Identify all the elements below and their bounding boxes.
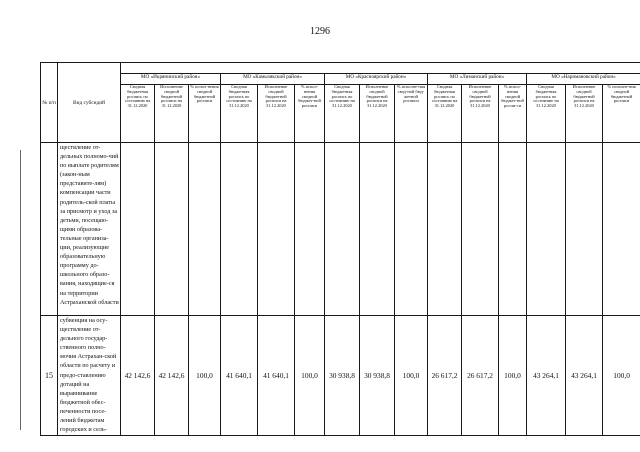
- value-cell: 100,0: [395, 316, 428, 436]
- col-subsidy-type-header: Вид субсидий: [58, 63, 121, 143]
- value-cell: [221, 143, 258, 316]
- value-cell: 43 264,1: [527, 316, 566, 436]
- subsidy-description: ществление от-дельных полномо-чий по выплате родителям (закон-ным представите-лям) компенсации части родитель-ской платы за присмотр и уход за детьми, посещаю-щими образова-тельные организа-ции, реализующие образовательную программу до-школьного образо-вания, находящие-ся на территории Астраханской области: [58, 143, 121, 316]
- col-budget-plan-header: Сводная бюджетная роспись по состоянию на 31.12.2020: [221, 85, 258, 143]
- value-cell: [566, 143, 603, 316]
- value-cell: [360, 143, 395, 316]
- col-percent-header: % испол-нения сводной бюджетной росписи: [189, 85, 221, 143]
- value-cell: 42 142,6: [155, 316, 189, 436]
- value-cell: 30 938,8: [325, 316, 360, 436]
- value-cell: 100,0: [499, 316, 527, 436]
- value-cell: 26 617,2: [428, 316, 462, 436]
- table-row: [41, 143, 640, 316]
- subsidy-table: [40, 62, 640, 436]
- value-cell: 41 640,1: [221, 316, 258, 436]
- value-cell: [499, 143, 527, 316]
- value-cell: 100,0: [189, 316, 221, 436]
- value-cell: 41 640,1: [258, 316, 295, 436]
- binding-margin-line: [20, 150, 21, 430]
- value-cell: [258, 143, 295, 316]
- municipality-header: МО «Наримановский район»: [527, 74, 640, 85]
- municipality-header-row: [41, 74, 640, 85]
- header-top-row: [41, 63, 640, 74]
- col-execution-header: Исполнение сводной бюджетной росписи на 31.12.2020: [566, 85, 603, 143]
- header-spacer: [121, 63, 640, 74]
- col-percent-header: % испол-нения сводной бюджет-ной роспи-си: [499, 85, 527, 143]
- value-cell: 42 142,6: [121, 316, 155, 436]
- value-cell: [428, 143, 462, 316]
- value-cell: 30 938,8: [360, 316, 395, 436]
- row-number-cell: [41, 143, 58, 316]
- municipality-header: МО «Красноярский район»: [325, 74, 428, 85]
- value-cell: 26 617,2: [462, 316, 499, 436]
- col-execution-header: Исполнение сводной бюджетной росписи на 31.12.2020: [462, 85, 499, 143]
- value-cell: [295, 143, 325, 316]
- col-budget-plan-header: Сводная бюджетная роспись по состоянию на 31.12.2020: [325, 85, 360, 143]
- col-number-header: № п/п: [41, 63, 58, 143]
- col-budget-plan-header: Сводная бюджетная роспись по состоянию на 31.12.2020: [428, 85, 462, 143]
- page-number: 1296: [310, 26, 330, 37]
- value-cell: [395, 143, 428, 316]
- municipality-header: МО «Икрянинский район»: [121, 74, 221, 85]
- col-percent-header: % исполне-ния сводной бюджетной росписи: [603, 85, 640, 143]
- value-cell: [462, 143, 499, 316]
- col-budget-plan-header: Сводная бюджетная роспись по состоянию на 31.12.2020: [121, 85, 155, 143]
- value-cell: 43 264,1: [566, 316, 603, 436]
- col-percent-header: % исполне-ния свод-ной бюд-жетной росписи: [395, 85, 428, 143]
- value-cell: [325, 143, 360, 316]
- row-number-cell: 15: [41, 316, 58, 436]
- col-execution-header: Исполнение сводной бюджетной росписи на 31.12.2020: [155, 85, 189, 143]
- col-percent-header: % испол-нения сводной бюджет-ной росписи: [295, 85, 325, 143]
- value-cell: 100,0: [603, 316, 640, 436]
- col-execution-header: Исполнение сводной бюджетной росписи на 31.12.2020: [258, 85, 295, 143]
- column-header-row: [41, 85, 640, 143]
- value-cell: [189, 143, 221, 316]
- subsidy-description: субвенция на осу-ществление от-дельного государ-ственного полно-мочия Астрахан-ской области по расчету и предо-ставлению дотаций на выравнивание бюджетной обес-печенности посе-лений бюджетам городских и сель-: [58, 316, 121, 436]
- col-budget-plan-header: Сводная бюджетная роспись по состоянию на 31.12.2020: [527, 85, 566, 143]
- municipality-header: МО «Камызякский район»: [221, 74, 325, 85]
- col-execution-header: Исполнение сводной бюджетной росписи на 31.12.2020: [360, 85, 395, 143]
- value-cell: [121, 143, 155, 316]
- municipality-header: МО «Лиманский район»: [428, 74, 527, 85]
- table-row: [41, 316, 640, 436]
- value-cell: [603, 143, 640, 316]
- value-cell: 100,0: [295, 316, 325, 436]
- value-cell: [527, 143, 566, 316]
- value-cell: [155, 143, 189, 316]
